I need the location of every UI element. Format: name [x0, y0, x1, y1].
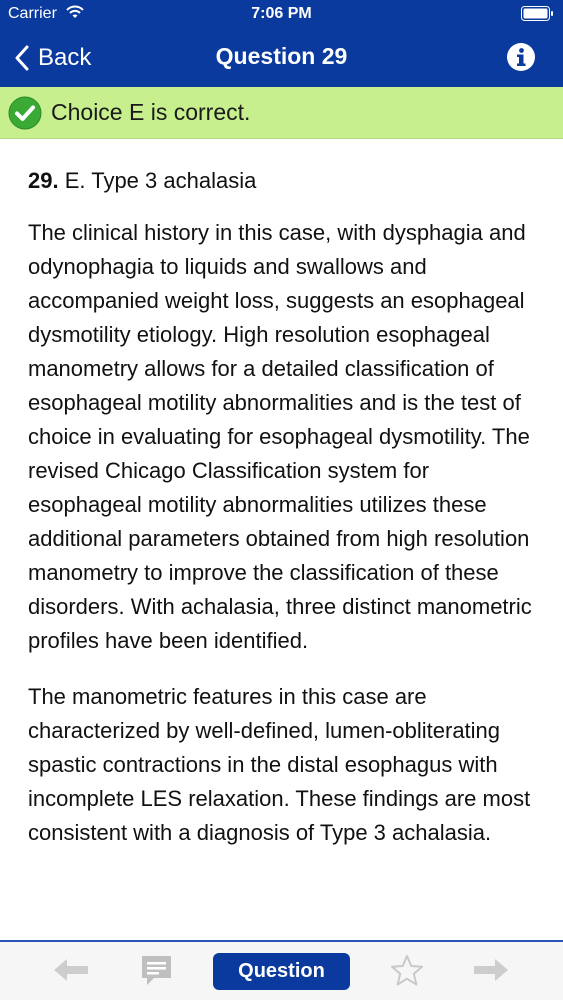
nav-bar — [0, 34, 563, 82]
status-time: 7:06 PM — [251, 5, 312, 22]
question-button[interactable]: Question — [213, 953, 350, 990]
carrier-label: Carrier — [8, 5, 57, 22]
page-title: Question 29 — [215, 43, 348, 69]
explanation-content — [28, 166, 533, 940]
result-banner — [0, 87, 563, 139]
info-icon[interactable] — [506, 42, 536, 72]
status-bar — [0, 0, 563, 28]
star-icon[interactable] — [390, 954, 424, 988]
explanation-paragraph-1: The clinical history in this case, with dysphagia and odynophagia to liquids and swallows and accompanied weight loss, suggests an esophageal dysmotility etiology. High resolution esophageal manometry allows for a detailed classification of esophageal motility abnormalities and is the test of choice in evaluating for esophageal dysmotility. The revised Chicago Classification system for esophageal motility abnormalities utilizes these additional parameters obtained from high resolution manometry to improve the classification of these disorders. With achalasia, three distinct manometric profiles have been identified. — [28, 220, 532, 653]
battery-icon — [521, 6, 554, 21]
app-header — [0, 0, 563, 87]
next-arrow-icon[interactable] — [472, 957, 510, 983]
back-label: Back — [38, 44, 92, 71]
explanation-paragraph-2: The manometric features in this case are characterized by well-defined, lumen-obliterating spastic contractions in the distal esophagus with incomplete LES relaxation. These findings are most consistent with a diagnosis of Type 3 achalasia. — [28, 684, 531, 845]
result-text: Choice E is correct. — [51, 99, 251, 125]
check-circle-icon — [8, 96, 42, 130]
bottom-toolbar — [0, 942, 563, 1000]
answer-text: E. Type 3 achalasia — [64, 168, 257, 193]
question-number: 29. — [28, 168, 59, 193]
notes-icon[interactable] — [140, 954, 173, 987]
prev-arrow-icon[interactable] — [52, 957, 90, 983]
answer-line — [28, 166, 533, 196]
